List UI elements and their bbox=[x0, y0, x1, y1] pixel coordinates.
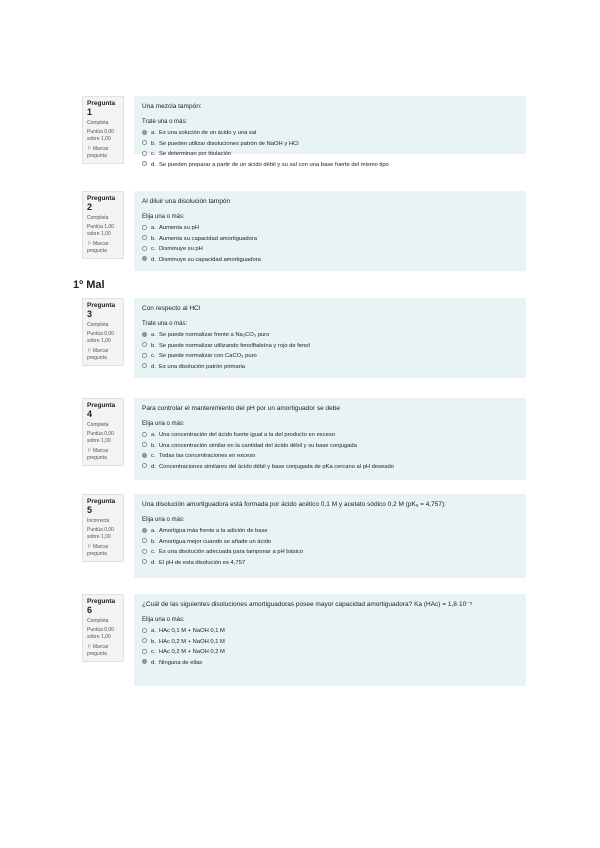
radio-icon[interactable] bbox=[142, 332, 147, 337]
option-text: Se determinan por titulación bbox=[159, 151, 232, 157]
option-text: Disminuye su pH bbox=[159, 246, 203, 252]
option-letter: c. bbox=[151, 453, 156, 459]
option-letter: b. bbox=[151, 140, 156, 147]
option-letter: d. bbox=[151, 256, 156, 263]
question-status: Incorrecta bbox=[87, 518, 110, 524]
option-letter: c. bbox=[151, 649, 156, 655]
option-letter: a. bbox=[151, 432, 156, 438]
question-prompt: Al diluir una disolución tampón bbox=[142, 198, 231, 205]
answer-option[interactable] bbox=[142, 537, 518, 548]
option-text: Disminuye su capacidad amortiguadora bbox=[159, 256, 261, 263]
option-letter: a. bbox=[151, 332, 156, 338]
radio-icon[interactable] bbox=[142, 442, 147, 447]
question-content bbox=[134, 191, 526, 271]
question-prompt: Con respecto al HCl bbox=[142, 305, 201, 312]
option-text: Es una disolución patrón primaria bbox=[159, 363, 246, 370]
option-letter: c. bbox=[151, 353, 156, 359]
answer-option[interactable] bbox=[142, 351, 518, 362]
radio-icon[interactable] bbox=[142, 225, 147, 230]
question-number-label: Pregunta bbox=[87, 195, 116, 202]
question-number-label: Pregunta bbox=[87, 402, 116, 409]
choose-instruction: Trate una o más: bbox=[142, 321, 188, 327]
option-text: HAc 0,2 M + NaOH 0,2 M bbox=[159, 649, 225, 655]
question-number-value: 3 bbox=[87, 309, 93, 319]
question-info-panel bbox=[82, 96, 124, 164]
radio-icon[interactable] bbox=[142, 140, 147, 145]
question-points: Puntúa 0,00 sobre 1,00 bbox=[87, 431, 114, 444]
option-letter: b. bbox=[151, 442, 156, 449]
option-letter: b. bbox=[151, 235, 156, 242]
answer-option[interactable] bbox=[142, 139, 518, 150]
question-number bbox=[87, 402, 119, 419]
option-letter: d. bbox=[151, 659, 156, 666]
option-letter: c. bbox=[151, 246, 156, 252]
radio-icon[interactable] bbox=[142, 453, 147, 458]
question-status: Completa bbox=[87, 422, 109, 428]
question-status: Completa bbox=[87, 215, 109, 221]
flag-question-link[interactable] bbox=[87, 146, 119, 160]
question-number-label: Pregunta bbox=[87, 498, 116, 505]
option-letter: d. bbox=[151, 463, 156, 470]
option-letter: c. bbox=[151, 549, 156, 555]
option-text: Es una solución de un ácido y una sal bbox=[159, 130, 257, 136]
flag-icon: ⚐ bbox=[87, 544, 93, 550]
answer-option[interactable] bbox=[142, 441, 518, 452]
question-status: Completa bbox=[87, 322, 109, 328]
flag-question-label: Marcar pregunta bbox=[87, 348, 109, 361]
question-number-label: Pregunta bbox=[87, 100, 116, 107]
answer-option[interactable] bbox=[142, 526, 518, 537]
choose-instruction: Elija una o más: bbox=[142, 617, 185, 623]
option-text: Todas las concentraciones en exceso bbox=[159, 453, 256, 459]
option-letter: a. bbox=[151, 528, 156, 534]
question-prompt: Una disolución amortiguadora está formada por ácido acético 0,1 M y acetato sódico 0,2 M (pKₐ = 4,757): bbox=[142, 501, 446, 508]
flag-question-label: Marcar pregunta bbox=[87, 544, 109, 557]
question-prompt: Una mezcla tampón: bbox=[142, 103, 202, 110]
answer-option[interactable] bbox=[142, 160, 518, 171]
flag-icon: ⚐ bbox=[87, 241, 93, 247]
answer-option[interactable] bbox=[142, 637, 518, 648]
radio-icon[interactable] bbox=[142, 463, 147, 468]
radio-icon[interactable] bbox=[142, 649, 147, 654]
choose-instruction: Elija una o más: bbox=[142, 214, 185, 220]
question-points: Puntúa 1,00 sobre 1,00 bbox=[87, 224, 114, 237]
option-letter: b. bbox=[151, 538, 156, 545]
radio-icon[interactable] bbox=[142, 628, 147, 633]
option-letter: a. bbox=[151, 628, 156, 634]
flag-question-label: Marcar pregunta bbox=[87, 146, 109, 159]
radio-icon[interactable] bbox=[142, 235, 147, 240]
option-text: HAc 0,2 M + NaOH 0,1 M bbox=[159, 638, 225, 645]
question-number-value: 1 bbox=[87, 107, 93, 117]
question-points: Puntúa 0,00 sobre 1,00 bbox=[87, 527, 114, 540]
answer-option[interactable] bbox=[142, 451, 518, 462]
answer-option[interactable] bbox=[142, 330, 518, 341]
flag-question-label: Marcar pregunta bbox=[87, 448, 109, 461]
flag-question-label: Marcar pregunta bbox=[87, 241, 109, 254]
answer-option[interactable] bbox=[142, 128, 518, 139]
answer-option[interactable] bbox=[142, 234, 518, 245]
radio-icon[interactable] bbox=[142, 161, 147, 166]
radio-icon[interactable] bbox=[142, 130, 147, 135]
option-text: Amortigua mejor cuando se añade un ácido bbox=[159, 538, 272, 545]
flag-question-link[interactable] bbox=[87, 644, 119, 658]
option-text: Se puede normalizar utilizando fenolftaleína y rojo de fenol bbox=[159, 342, 310, 349]
question-number-label: Pregunta bbox=[87, 302, 116, 309]
option-text: Una concentración similar en la cantidad del ácido débil y su base conjugada bbox=[159, 442, 357, 449]
question-number bbox=[87, 498, 119, 515]
option-letter: d. bbox=[151, 559, 156, 566]
option-text: Aumenta su pH bbox=[159, 225, 199, 231]
flag-question-label: Marcar pregunta bbox=[87, 644, 109, 657]
question-block bbox=[82, 494, 526, 578]
radio-icon[interactable] bbox=[142, 246, 147, 251]
option-text: Se pueden preparar a partir de un ácido débil y su sal con una base fuerte del mismo tipo bbox=[159, 161, 389, 168]
radio-icon[interactable] bbox=[142, 638, 147, 643]
answer-option[interactable] bbox=[142, 658, 518, 669]
radio-icon[interactable] bbox=[142, 538, 147, 543]
question-number bbox=[87, 598, 119, 615]
option-letter: a. bbox=[151, 225, 156, 231]
flag-icon: ⚐ bbox=[87, 448, 93, 454]
question-content bbox=[134, 298, 526, 378]
flag-icon: ⚐ bbox=[87, 146, 93, 152]
option-text: Es una disolución adecuada para tamponar a pH básico bbox=[159, 549, 304, 555]
option-text: HAc 0,1 M + NaOH 0,1 M bbox=[159, 628, 225, 634]
flag-question-link[interactable] bbox=[87, 241, 119, 255]
question-number bbox=[87, 302, 119, 319]
option-text: El pH de esta disolución es 4,757 bbox=[159, 559, 246, 566]
question-block bbox=[82, 398, 526, 480]
answer-option[interactable] bbox=[142, 362, 518, 373]
answer-option[interactable] bbox=[142, 430, 518, 441]
radio-icon[interactable] bbox=[142, 659, 147, 664]
answer-option[interactable] bbox=[142, 626, 518, 637]
question-points: Puntúa 0,00 sobre 1,00 bbox=[87, 129, 114, 142]
option-text: Se pueden utilizar disoluciones patrón de NaOH y HCl bbox=[159, 140, 299, 147]
option-letter: b. bbox=[151, 342, 156, 349]
flag-icon: ⚐ bbox=[87, 644, 93, 650]
answer-option[interactable] bbox=[142, 255, 518, 266]
option-letter: a. bbox=[151, 130, 156, 136]
option-text: Una concentración del ácido fuerte igual a la del producto en exceso bbox=[159, 432, 335, 438]
radio-icon[interactable] bbox=[142, 256, 147, 261]
answer-option[interactable] bbox=[142, 558, 518, 569]
radio-icon[interactable] bbox=[142, 342, 147, 347]
option-letter: c. bbox=[151, 151, 156, 157]
option-text: Concentraciones similares del ácido débil y base conjugada de pKa cercano al pH deseado bbox=[159, 463, 394, 470]
radio-icon[interactable] bbox=[142, 353, 147, 358]
flag-icon: ⚐ bbox=[87, 348, 93, 354]
question-info-panel bbox=[82, 191, 124, 259]
question-points: Puntúa 0,00 sobre 1,00 bbox=[87, 627, 114, 640]
answer-option[interactable] bbox=[142, 547, 518, 558]
answer-option[interactable] bbox=[142, 647, 518, 658]
question-block bbox=[82, 191, 526, 271]
option-text: Amortigua más frente a la adición de base bbox=[159, 528, 268, 534]
question-info-panel bbox=[82, 494, 124, 562]
option-text: Se puede normalizar frente a Na₂CO₃ puro bbox=[159, 332, 270, 338]
question-status: Completa bbox=[87, 120, 109, 126]
radio-icon[interactable] bbox=[142, 432, 147, 437]
option-letter: b. bbox=[151, 638, 156, 645]
question-status: Completa bbox=[87, 618, 109, 624]
flag-question-link[interactable] bbox=[87, 348, 119, 362]
question-number bbox=[87, 195, 119, 212]
option-text: Aumenta su capacidad amortiguadora bbox=[159, 235, 257, 242]
question-content bbox=[134, 494, 526, 578]
flag-question-link[interactable] bbox=[87, 448, 119, 462]
answer-option[interactable] bbox=[142, 244, 518, 255]
option-text: Se puede normalizar con CaCO₃ puro bbox=[159, 353, 257, 359]
question-points: Puntúa 0,00 sobre 1,00 bbox=[87, 331, 114, 344]
flag-question-link[interactable] bbox=[87, 544, 119, 558]
answer-option[interactable] bbox=[142, 341, 518, 352]
question-block bbox=[82, 298, 526, 378]
option-letter: d. bbox=[151, 161, 156, 168]
question-info-panel bbox=[82, 594, 124, 662]
section-heading: 1º Mal bbox=[73, 279, 105, 291]
answer-option[interactable] bbox=[142, 149, 518, 160]
question-content bbox=[134, 398, 526, 480]
question-number bbox=[87, 100, 119, 117]
question-prompt: Para controlar el mantenimiento del pH por un amortiguador se debe bbox=[142, 405, 341, 412]
question-prompt: ¿Cuál de las siguientes disoluciones amortiguadoras posee mayor capacidad amortiguadora? Ka (HAc) = 1,8·10⁻⁵ bbox=[142, 601, 473, 608]
question-block bbox=[82, 594, 526, 686]
radio-icon[interactable] bbox=[142, 549, 147, 554]
radio-icon[interactable] bbox=[142, 559, 147, 564]
question-number-value: 6 bbox=[87, 605, 93, 615]
option-letter: d. bbox=[151, 363, 156, 370]
choose-instruction: Elija una o más: bbox=[142, 421, 185, 427]
radio-icon[interactable] bbox=[142, 151, 147, 156]
radio-icon[interactable] bbox=[142, 363, 147, 368]
question-info-panel bbox=[82, 398, 124, 466]
option-text: Ninguna de ellas bbox=[159, 659, 203, 666]
question-number-label: Pregunta bbox=[87, 598, 116, 605]
question-content bbox=[134, 594, 526, 686]
question-block bbox=[82, 96, 526, 168]
answer-option[interactable] bbox=[142, 462, 518, 473]
answer-option[interactable] bbox=[142, 223, 518, 234]
question-content bbox=[134, 96, 526, 168]
question-number-value: 4 bbox=[87, 409, 93, 419]
choose-instruction: Elija una o más: bbox=[142, 517, 185, 523]
radio-icon[interactable] bbox=[142, 528, 147, 533]
question-number-value: 5 bbox=[87, 505, 93, 515]
question-info-panel bbox=[82, 298, 124, 366]
question-number-value: 2 bbox=[87, 202, 93, 212]
choose-instruction: Trate una o más: bbox=[142, 119, 188, 125]
